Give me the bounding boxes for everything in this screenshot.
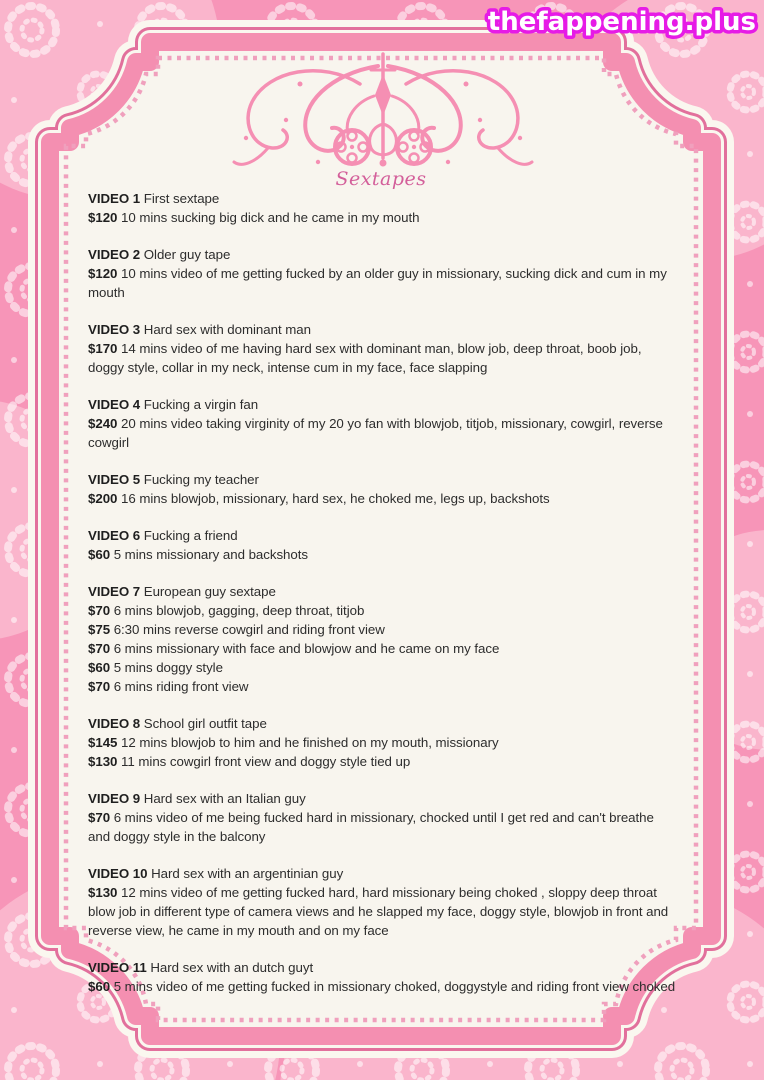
video-price-line: $130 11 mins cowgirl front view and doggy style tied up: [88, 754, 411, 769]
video-price: $60: [88, 660, 111, 675]
video-price: $70: [88, 679, 111, 694]
video-title-line: VIDEO 7 European guy sextape: [88, 584, 276, 599]
video-price-line: $60 5 mins missionary and backshots: [88, 547, 308, 562]
video-title-line: VIDEO 10 Hard sex with an argentinian guy: [88, 866, 344, 881]
video-entry: [88, 320, 676, 377]
video-price: $120: [88, 266, 118, 281]
video-entry: [88, 189, 676, 227]
video-price: $130: [88, 885, 118, 900]
video-title-line: VIDEO 6 Fucking a friend: [88, 528, 238, 543]
video-price-line: $240 20 mins video taking virginity of my 20 yo fan with blowjob, titjob, missionary, cowgirl, reverse cowgirl: [88, 416, 663, 450]
video-label: VIDEO 2: [88, 247, 141, 262]
video-label: VIDEO 7: [88, 584, 141, 599]
video-price-line: $200 16 mins blowjob, missionary, hard sex, he choked me, legs up, backshots: [88, 491, 550, 506]
video-price: $70: [88, 641, 111, 656]
video-title-line: VIDEO 9 Hard sex with an Italian guy: [88, 791, 306, 806]
video-price: $240: [88, 416, 118, 431]
video-price-line: $130 12 mins video of me getting fucked hard, hard missionary being choked , sloppy deep throat blow job in different type of camera views and he slapped my face, doggy style, blowjob in front and reverse view, he came in my mouth and on my face: [88, 885, 669, 938]
video-price-line: $75 6:30 mins reverse cowgirl and riding front view: [88, 622, 385, 637]
video-title-line: VIDEO 11 Hard sex with an dutch guyt: [88, 960, 314, 975]
video-price: $120: [88, 210, 118, 225]
video-label: VIDEO 1: [88, 191, 141, 206]
watermark-text: thefappening.plus: [487, 7, 756, 37]
video-label: VIDEO 9: [88, 791, 141, 806]
video-price-line: $70 6 mins video of me being fucked hard in missionary, chocked until I get red and can't breathe and doggy style in the balcony: [88, 810, 654, 844]
video-title-line: VIDEO 2 Older guy tape: [88, 247, 231, 262]
video-label: VIDEO 4: [88, 397, 141, 412]
video-entry: [88, 714, 676, 771]
video-price-line: $170 14 mins video of me having hard sex with dominant man, blow job, deep throat, boob job, doggy style, collar in my neck, intense cum in my face, face slapping: [88, 341, 642, 375]
video-price-line: $70 6 mins missionary with face and blowjow and he came on my face: [88, 641, 500, 656]
video-price: $60: [88, 547, 111, 562]
video-price: $70: [88, 603, 111, 618]
video-price-line: $120 10 mins sucking big dick and he came in my mouth: [88, 210, 420, 225]
video-title-line: VIDEO 4 Fucking a virgin fan: [88, 397, 259, 412]
menu-title: Sextapes: [335, 168, 427, 190]
video-entry: [88, 958, 676, 996]
video-price: $70: [88, 810, 111, 825]
video-price: $60: [88, 979, 111, 994]
video-label: VIDEO 11: [88, 960, 147, 975]
video-entry: [88, 789, 676, 846]
video-label: VIDEO 5: [88, 472, 141, 487]
video-price-line: $70 6 mins riding front view: [88, 679, 249, 694]
video-price: $145: [88, 735, 118, 750]
video-entry: [88, 395, 676, 452]
video-title-line: VIDEO 8 School girl outfit tape: [88, 716, 267, 731]
video-entry: [88, 470, 676, 508]
video-entry: [88, 526, 676, 564]
video-price: $75: [88, 622, 111, 637]
video-price-line: $120 10 mins video of me getting fucked by an older guy in missionary, sucking dick and cum in my mouth: [88, 266, 667, 300]
video-price-line: $70 6 mins blowjob, gagging, deep throat, titjob: [88, 603, 365, 618]
video-entry: [88, 864, 676, 940]
video-price: $200: [88, 491, 118, 506]
video-title-line: VIDEO 3 Hard sex with dominant man: [88, 322, 311, 337]
video-list: [88, 189, 676, 1014]
video-label: VIDEO 8: [88, 716, 141, 731]
video-label: VIDEO 6: [88, 528, 141, 543]
video-price-line: $60 5 mins video of me getting fucked in missionary choked, doggystyle and riding front view choked: [88, 979, 676, 994]
video-title-line: VIDEO 5 Fucking my teacher: [88, 472, 259, 487]
video-price: $170: [88, 341, 118, 356]
watermark: [462, 0, 762, 44]
video-entry: [88, 245, 676, 302]
video-label: VIDEO 10: [88, 866, 148, 881]
video-label: VIDEO 3: [88, 322, 141, 337]
video-price-line: $60 5 mins doggy style: [88, 660, 223, 675]
video-price: $130: [88, 754, 118, 769]
video-title-line: VIDEO 1 First sextape: [88, 191, 220, 206]
video-price-line: $145 12 mins blowjob to him and he finished on my mouth, missionary: [88, 735, 499, 750]
video-entry: [88, 582, 676, 696]
